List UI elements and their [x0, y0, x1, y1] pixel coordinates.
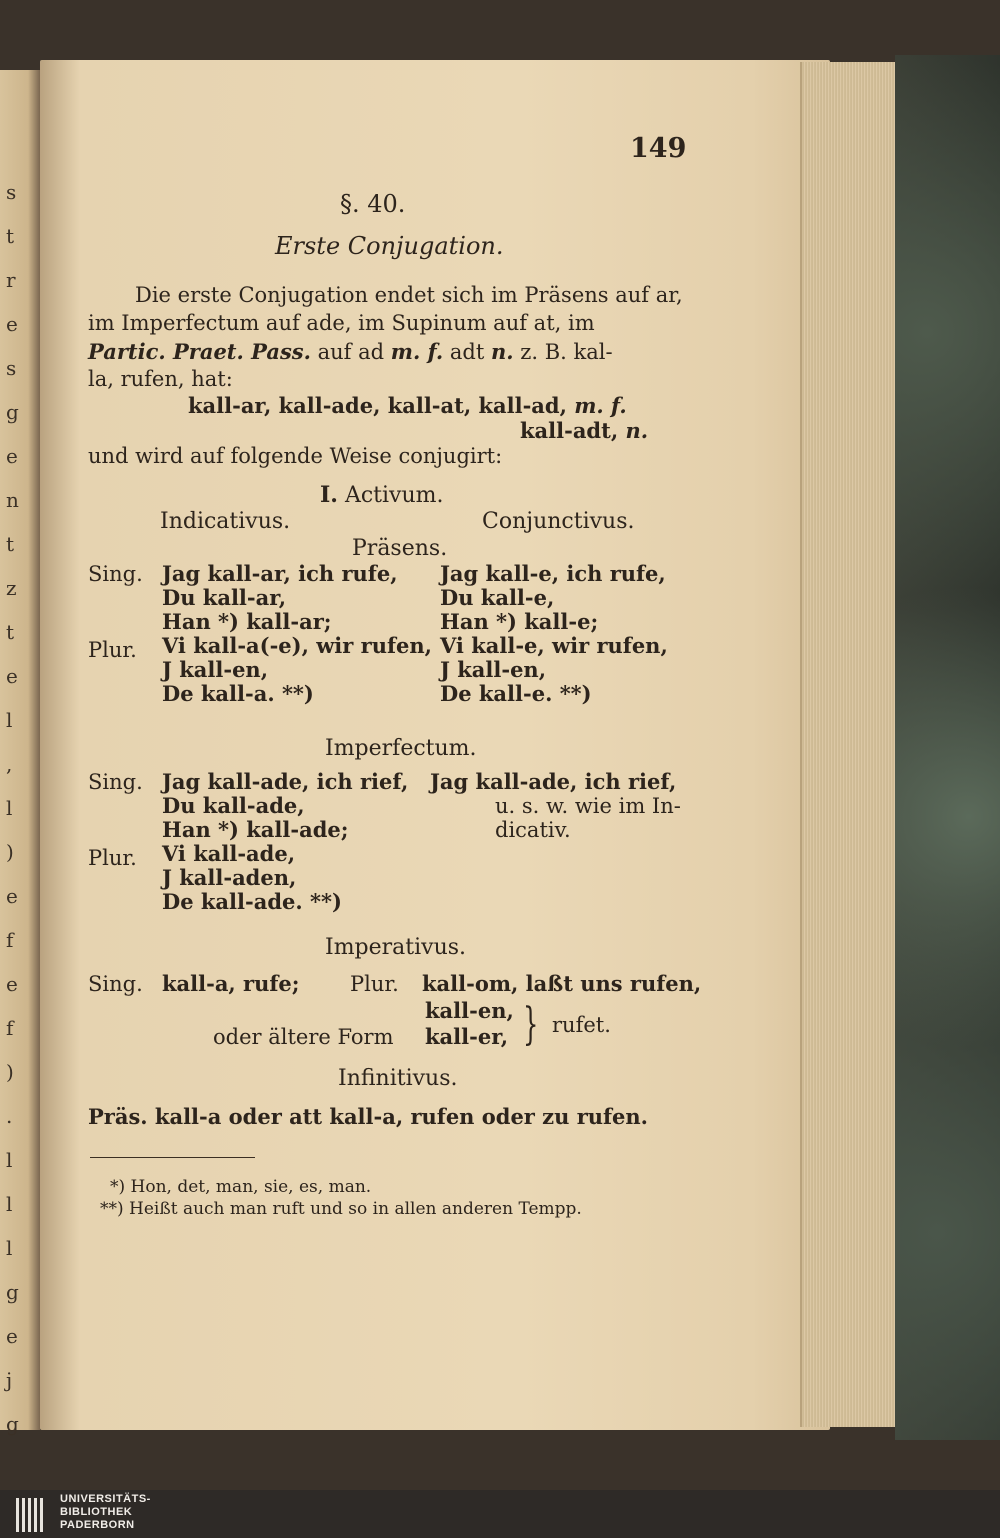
- left-margin-char: r: [6, 268, 16, 292]
- left-margin-char: l: [6, 796, 13, 820]
- left-margin-char: e: [6, 664, 18, 688]
- left-margin-char: g: [6, 1280, 19, 1304]
- library-line: UNIVERSITÄTS-: [60, 1493, 151, 1505]
- voice-label: Activum.: [344, 483, 444, 508]
- chapter-heading: Erste Conjugation.: [275, 232, 504, 260]
- left-margin-char: t: [6, 224, 15, 248]
- plur-label: Plur.: [350, 972, 399, 996]
- imperative-alt-2: kall-er,: [425, 1024, 509, 1049]
- intro-line-6: und wird auf folgende Weise conjugirt:: [88, 444, 503, 468]
- intro-line-2: im Imperfectum auf ade, im Supinum auf at, im: [88, 311, 595, 335]
- library-name: [60, 1493, 151, 1532]
- infinitive-line: Präs. kall-a oder att kall-a, rufen oder zu rufen.: [88, 1104, 648, 1129]
- gender-n: n.: [625, 418, 649, 443]
- tense-praesens: Präsens.: [352, 536, 448, 561]
- left-margin-char: t: [6, 532, 15, 556]
- page-block-edges: [800, 62, 900, 1427]
- left-margin-char: j: [6, 1368, 13, 1392]
- conj-row: De kall-e. **): [440, 681, 592, 706]
- left-margin-char: z: [6, 576, 17, 600]
- conj-row: Du kall-e,: [440, 585, 555, 610]
- left-margin-char: ,: [6, 752, 13, 776]
- left-margin-char: e: [6, 1324, 18, 1348]
- sing-label: Sing.: [88, 972, 143, 996]
- left-margin-char: e: [6, 972, 18, 996]
- left-margin-char: s: [6, 180, 17, 204]
- intro-line-1: Die erste Conjugation endet sich im Präsens auf ar,: [135, 283, 683, 307]
- gender-n: n.: [491, 339, 514, 364]
- library-logo-icon: [16, 1498, 50, 1532]
- left-margin-char: t: [6, 620, 15, 644]
- conj-row: De kall-ade. **): [162, 889, 342, 914]
- left-margin-char: n: [6, 488, 19, 512]
- left-margin-char: l: [6, 1192, 13, 1216]
- forms-line-2: [520, 418, 648, 443]
- left-margin-char: e: [6, 884, 18, 908]
- conj-row: Du kall-ar,: [162, 585, 287, 610]
- conj-row: J kall-aden,: [162, 865, 297, 890]
- voice-heading: [320, 482, 444, 508]
- left-margin-char: l: [6, 1236, 13, 1260]
- voice-number: I.: [320, 482, 338, 508]
- tense-imperfectum: Imperfectum.: [325, 736, 477, 761]
- mood-infinitivus: Infinitivus.: [338, 1066, 458, 1091]
- plur-label: Plur.: [88, 846, 137, 870]
- left-margin-char: g: [6, 1412, 19, 1436]
- sing-label: Sing.: [88, 770, 143, 794]
- imperative-alt-1: kall-en,: [425, 998, 514, 1023]
- conj-row: Du kall-ade,: [162, 793, 305, 818]
- imperfectum-ind: [162, 770, 408, 914]
- mood-imperativus: Imperativus.: [325, 935, 467, 960]
- gender-mf: m. f.: [574, 393, 627, 418]
- marbled-cover: [895, 55, 1000, 1440]
- partic-abbrev: Partic. Praet. Pass.: [88, 339, 311, 364]
- forms-text: kall-adt,: [520, 418, 619, 443]
- left-margin-char: f: [6, 928, 14, 952]
- section-mark: §. 40.: [340, 190, 406, 218]
- imperative-gloss: rufet.: [552, 1013, 611, 1037]
- left-margin-char: .: [6, 1104, 13, 1128]
- library-line: PADERBORN: [60, 1519, 135, 1531]
- intro-text: auf ad: [317, 340, 385, 364]
- conj-row: Jag kall-ade, ich rief,: [162, 769, 409, 794]
- intro-line-3: [88, 339, 613, 364]
- conj-row: Han *) kall-ade;: [162, 817, 349, 842]
- left-margin-char: g: [6, 400, 19, 424]
- intro-text: adt: [449, 340, 485, 364]
- imperative-plur: kall-om, laßt uns rufen,: [422, 971, 702, 996]
- plur-label: Plur.: [88, 638, 137, 662]
- gender-mf: m. f.: [390, 339, 444, 364]
- left-margin-char: ): [6, 840, 14, 864]
- library-footer: [0, 1490, 1000, 1538]
- praesens-ind: [162, 562, 432, 706]
- forms-line: [188, 393, 627, 418]
- conj-row: Han *) kall-ar;: [162, 609, 332, 634]
- imperfectum-conj: [430, 770, 681, 842]
- conj-row: De kall-a. **): [162, 681, 314, 706]
- conj-row: Han *) kall-e;: [440, 609, 599, 634]
- mood-conjunctive: Conjunctivus.: [482, 509, 635, 534]
- library-line: BIBLIOTHEK: [60, 1506, 133, 1518]
- conj-row: Vi kall-a(-e), wir rufen,: [162, 633, 432, 658]
- conj-row: J kall-en,: [162, 657, 269, 682]
- page-number: 149: [630, 133, 687, 164]
- left-page-edge: [0, 70, 40, 1436]
- conj-row: J kall-en,: [440, 657, 547, 682]
- imperative-sing: kall-a, rufe;: [162, 971, 300, 996]
- conj-row: Vi kall-ade,: [162, 841, 296, 866]
- brace: }: [523, 999, 539, 1050]
- left-margin-char: e: [6, 444, 18, 468]
- left-margin-char: ): [6, 1060, 14, 1084]
- intro-text: z. B. kal-: [520, 340, 613, 364]
- intro-line-4: la, rufen, hat:: [88, 367, 233, 391]
- forms-text: kall-ar, kall-ade, kall-at, kall-ad,: [188, 393, 567, 418]
- conj-row: dicativ.: [495, 818, 571, 842]
- conj-row: Jag kall-e, ich rufe,: [440, 561, 666, 586]
- conj-row: Jag kall-ar, ich rufe,: [162, 561, 398, 586]
- left-margin-char: e: [6, 312, 18, 336]
- sing-label: Sing.: [88, 562, 143, 586]
- left-margin-char: s: [6, 356, 17, 380]
- older-form-label: oder ältere Form: [213, 1025, 394, 1049]
- footnote-rule: [90, 1157, 255, 1158]
- footnote-1: *) Hon, det, man, sie, es, man.: [110, 1177, 372, 1197]
- conj-row: Jag kall-ade, ich rief,: [430, 769, 677, 794]
- left-margin-char: l: [6, 708, 13, 732]
- left-margin-char: f: [6, 1016, 14, 1040]
- conj-row: Vi kall-e, wir rufen,: [440, 633, 668, 658]
- conj-row: u. s. w. wie im In-: [495, 794, 681, 818]
- footnote-2: **) Heißt auch man ruft und so in allen anderen Tempp.: [100, 1199, 582, 1219]
- mood-indicative: Indicativus.: [160, 509, 291, 534]
- praesens-conj: [440, 562, 668, 706]
- left-margin-char: l: [6, 1148, 13, 1172]
